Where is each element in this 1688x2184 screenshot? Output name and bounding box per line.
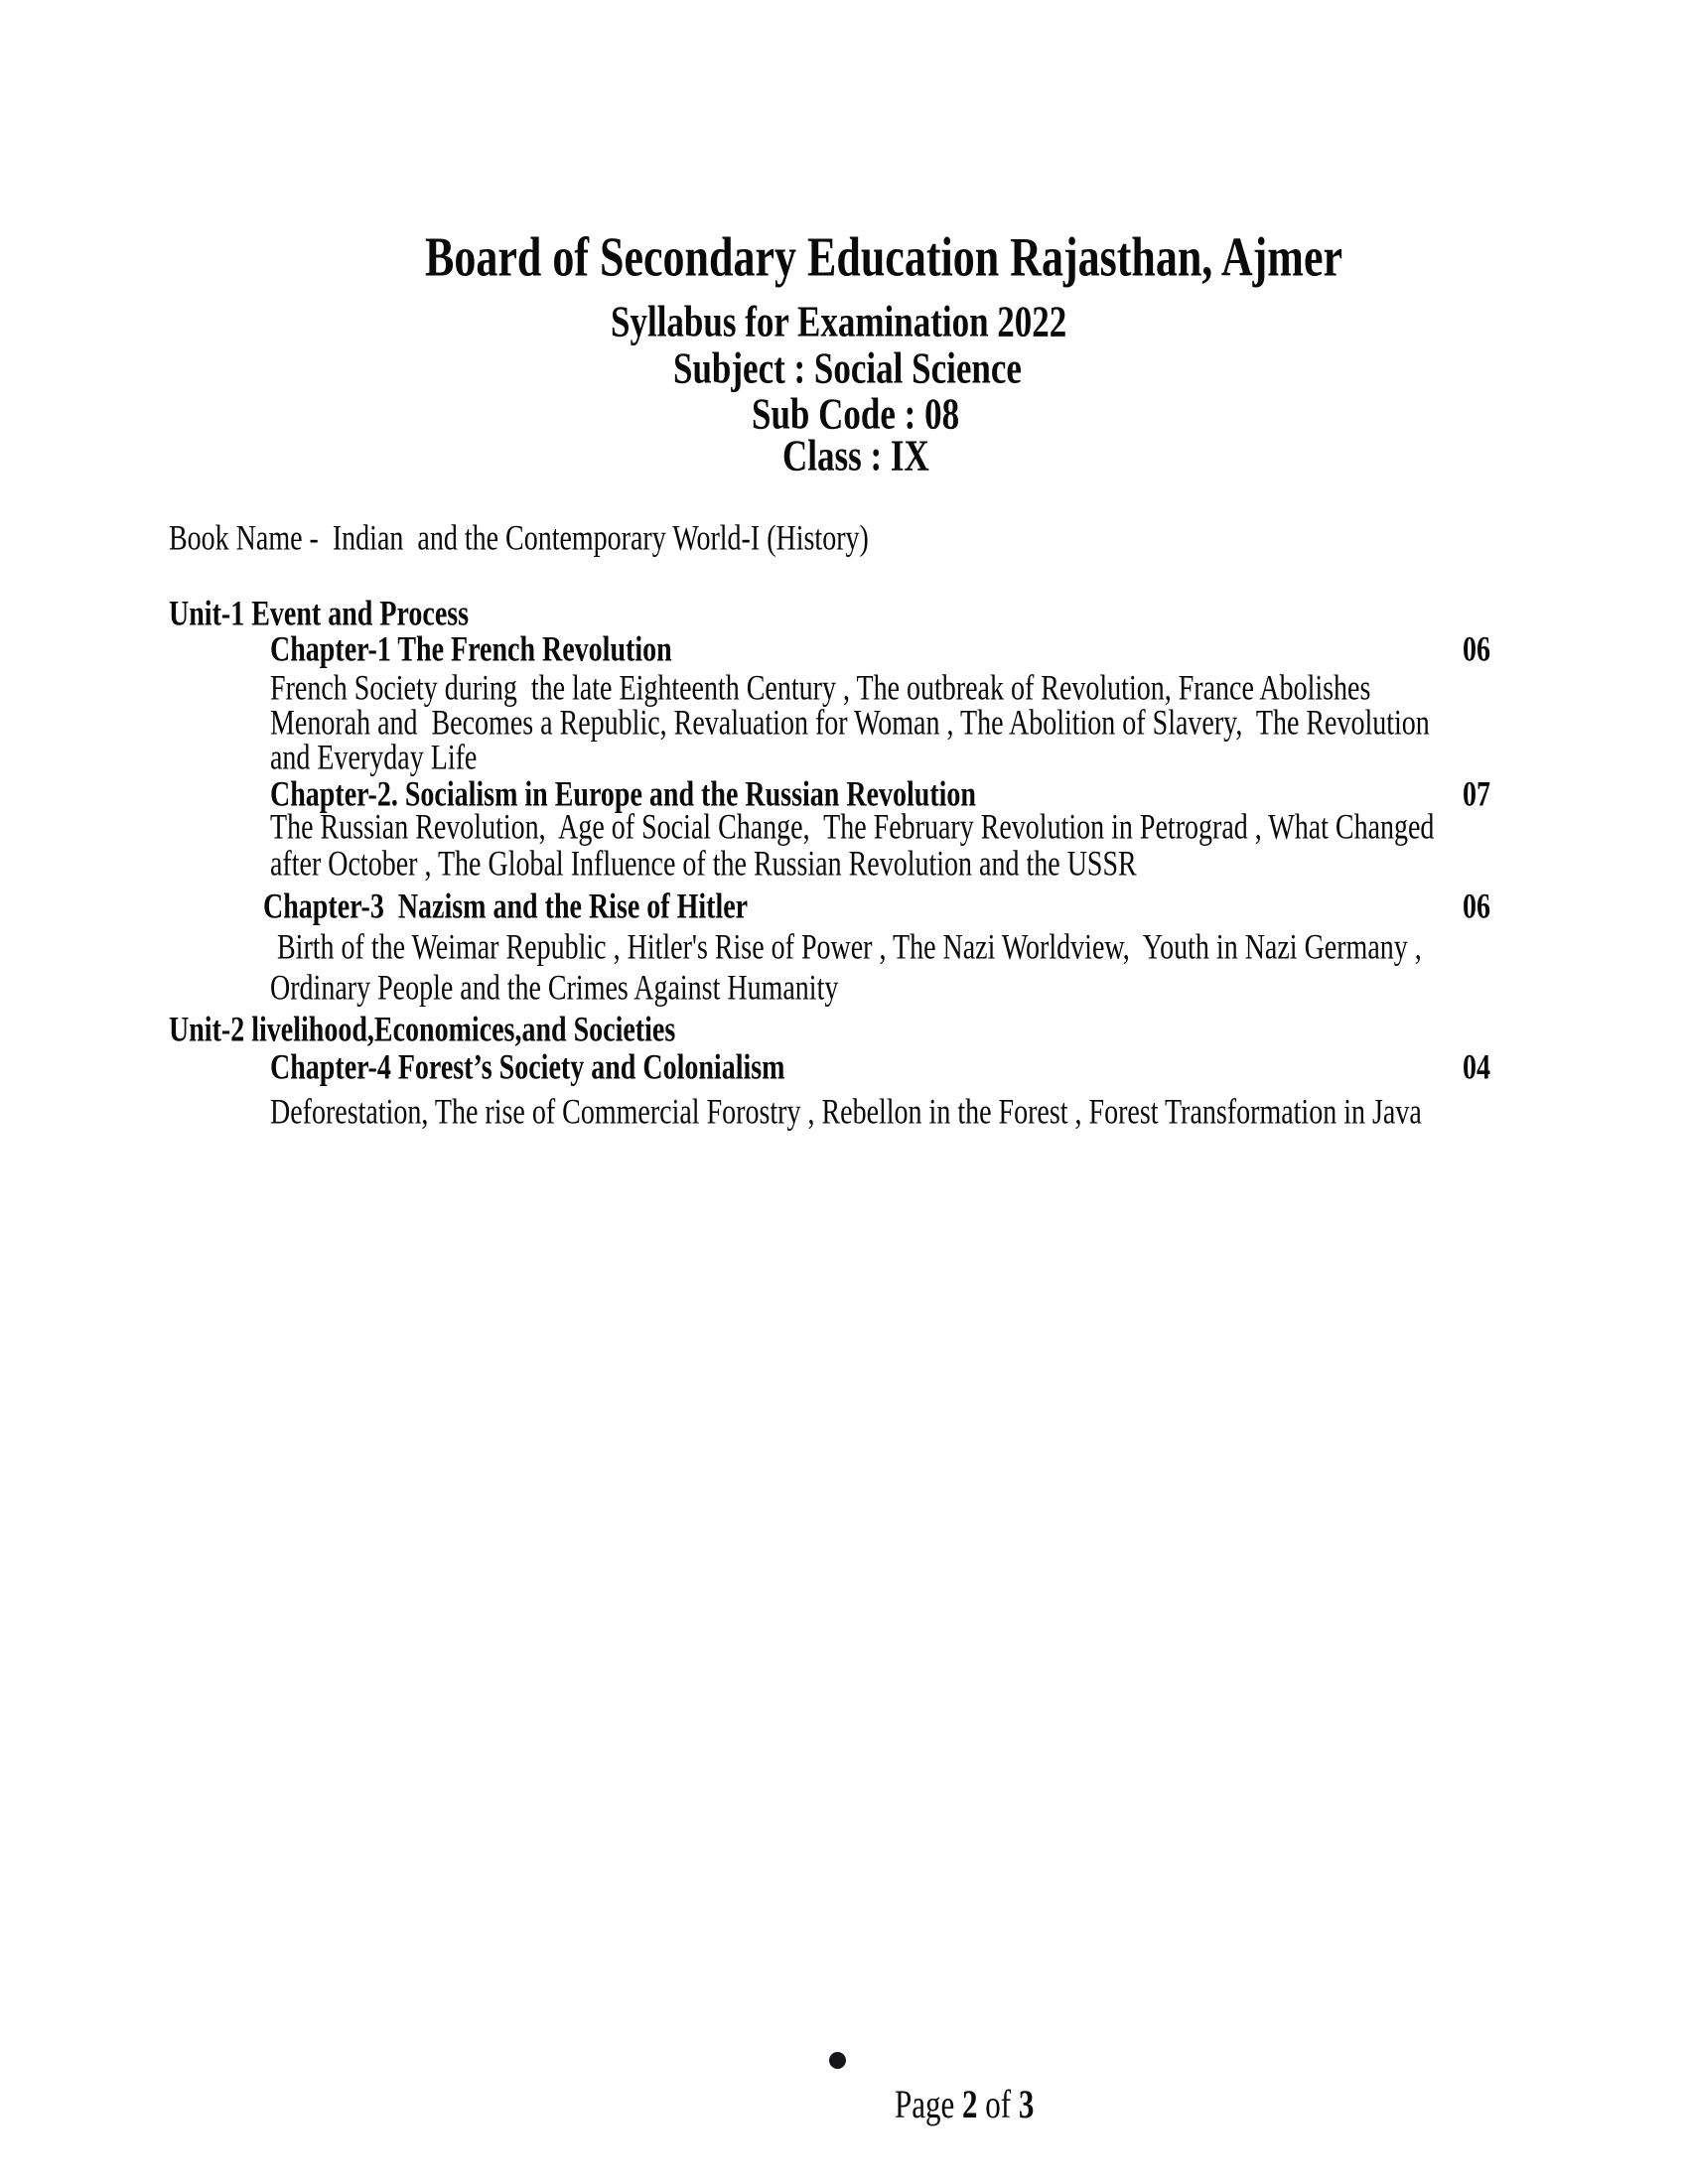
unit-2-title: Unit-2 livelihood,Economices,and Societies: [169, 1010, 676, 1050]
chapter-2-heading: Chapter-2. Socialism in Europe and the Russian Revolution: [270, 774, 976, 815]
sub-code-line: Sub Code : 08: [752, 388, 960, 439]
unit-1-title: Unit-1 Event and Process: [169, 594, 470, 634]
chapter-3-desc-line: Birth of the Weimar Republic , Hitler's Rise of Power , The Nazi Worldview, Youth in Nazi Germany ,: [270, 927, 1422, 968]
page-indicator-label: Page: [895, 2081, 963, 2126]
chapter-4-desc-line: Deforestation, The rise of Commercial Forostry , Rebellon in the Forest , Forest Transformation in Java: [270, 1092, 1422, 1133]
chapter-1-desc-line: Menorah and Becomes a Republic, Revaluation for Woman , The Abolition of Slavery, The Revolution: [270, 703, 1430, 744]
chapter-3-hours: 06: [1463, 887, 1490, 927]
chapter-1-heading: Chapter-1 The French Revolution: [270, 629, 672, 670]
chapter-3-heading: Chapter-3 Nazism and the Rise of Hitler: [263, 887, 749, 927]
book-name-line: Book Name - Indian and the Contemporary World-I (History): [169, 518, 869, 559]
footer-bullet-icon: [829, 2052, 846, 2069]
chapter-1-hours: 06: [1463, 629, 1490, 670]
chapter-1-desc-line: and Everyday Life: [270, 738, 478, 778]
page-title: Board of Secondary Education Rajasthan, Ajmer: [425, 225, 1343, 289]
chapter-2-desc-line: after October , The Global Influence of the Russian Revolution and the USSR: [270, 844, 1137, 885]
page-indicator: [864, 2041, 1034, 2167]
page-indicator-total: 3: [1018, 2081, 1035, 2126]
chapter-3-desc-line: Ordinary People and the Crimes Against Humanity: [270, 968, 839, 1009]
page-indicator-number: 2: [962, 2081, 978, 2126]
chapter-4-heading: Chapter-4 Forest’s Society and Colonialism: [270, 1047, 785, 1088]
syllabus-line: Syllabus for Examination 2022: [611, 296, 1067, 346]
page-indicator-of-label: of: [977, 2081, 1019, 2126]
chapter-1-desc-line: French Society during the late Eighteenth Century , The outbreak of Revolution, France Abolishes: [270, 668, 1371, 709]
chapter-2-hours: 07: [1463, 774, 1490, 815]
chapter-2-desc-line: The Russian Revolution, Age of Social Change, The February Revolution in Petrograd , What Changed: [270, 807, 1435, 848]
subject-line: Subject : Social Science: [673, 342, 1022, 393]
class-line: Class : IX: [782, 430, 929, 480]
chapter-4-hours: 04: [1463, 1047, 1490, 1088]
